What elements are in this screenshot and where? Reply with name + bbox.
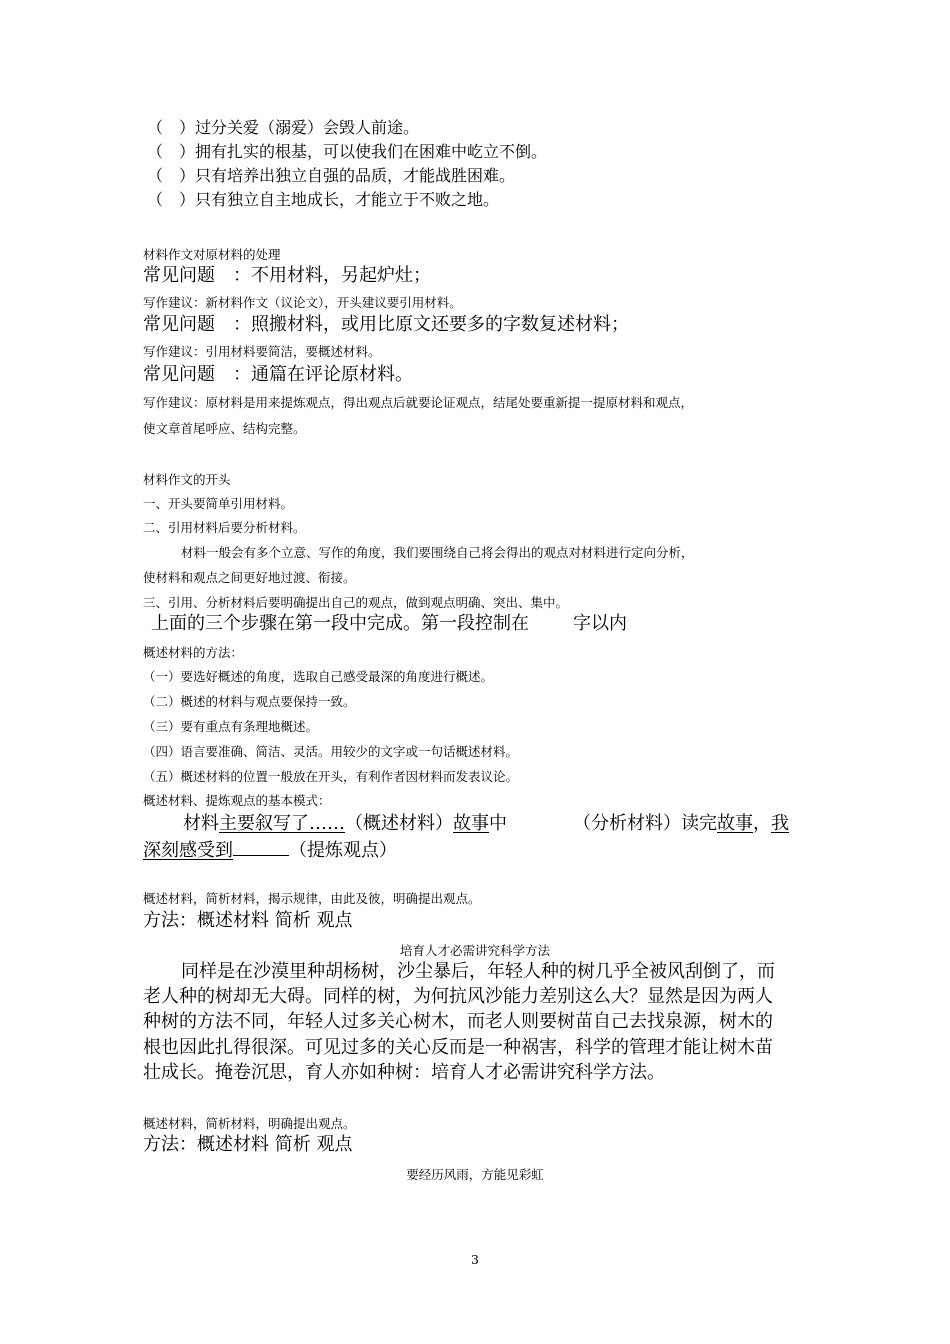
fill-blank	[233, 839, 289, 856]
pattern-underlined: 深刻感受到	[143, 840, 233, 861]
advice-line: 写作建议：新材料作文（议论文），开头建议要引用材料。	[143, 295, 462, 310]
example-title: 培育人才必需讲究科学方法	[399, 943, 550, 958]
pattern-text: （概述材料）	[345, 813, 453, 834]
example-para-line: 种树的方法不同，年轻人过多关心树木，而老人则要树苗自己去找泉源，树木的	[143, 1011, 773, 1032]
method-item: （四）语言要准确、简洁、灵活。用较少的文字或一句话概述材料。	[143, 744, 519, 759]
option-line: （ ）只有独立自主地成长，才能立于不败之地。	[147, 190, 500, 209]
pattern-text: 中	[489, 813, 507, 834]
advice-line: 写作建议：引用材料要简洁，要概述材料。	[143, 344, 381, 359]
summary-text: 上面的三个步骤在第一段中完成。第一段控制在	[151, 613, 529, 634]
problem-line: 常见问题 ：不用材料，另起炉灶；	[143, 265, 431, 286]
method-line: 方法：概述材料 简析 观点	[143, 1134, 353, 1155]
step-detail: 材料一般会有多个立意、写作的角度，我们要围绕自己将会得出的观点对材料进行定向分析，	[181, 545, 694, 560]
example-title: 要经历风雨，方能见彩虹	[406, 1167, 544, 1182]
summary-line	[151, 615, 627, 633]
method-item: （五）概述材料的位置一般放在开头，有利作者因材料而发表议论。	[143, 769, 519, 784]
advice-line-cont: 使文章首尾呼应、结构完整。	[143, 421, 306, 436]
method-item: （二）概述的材料与观点要保持一致。	[143, 694, 356, 709]
step-line: 一、开头要简单引用材料。	[143, 496, 294, 511]
pattern-underlined: 故事	[717, 813, 753, 834]
pattern-line-1	[183, 815, 789, 833]
problem-line: 常见问题 ：照搬材料，或用比原文还要多的字数复述材料；	[143, 314, 629, 335]
step-line: 二、引用材料后要分析材料。	[143, 520, 306, 535]
example-para-line: 壮成长。掩卷沉思，育人亦如种树：培育人才必需讲究科学方法。	[143, 1062, 665, 1083]
methods-title: 概述材料的方法：	[143, 645, 244, 660]
pattern-line-2	[143, 839, 397, 860]
page-number: 3	[471, 1252, 479, 1267]
option-line: （ ）过分关爱（溺爱）会毁人前途。	[147, 118, 420, 137]
method-item: （三）要有重点有条理地概述。	[143, 719, 319, 734]
summary-text: 字以内	[573, 613, 627, 634]
pattern-underlined: 主要叙写了……	[219, 813, 345, 834]
step-line: 三、引用、分析材料后要明确提出自己的观点，做到观点明确、突出、集中。	[143, 595, 569, 610]
advice-line: 写作建议：原材料是用来提炼观点，得出观点后就要论证观点，结尾处要重新提一提原材料和观点，	[143, 395, 694, 410]
example-note: 概述材料，简析材料，揭示规律，由此及彼，明确提出观点。	[143, 891, 481, 906]
section-title: 材料作文的开头	[143, 472, 231, 487]
section-title: 材料作文对原材料的处理	[143, 247, 281, 262]
pattern-underlined: 我	[771, 813, 789, 834]
pattern-text: （分析材料）读完	[573, 813, 717, 834]
method-item: （一）要选好概述的角度，选取自己感受最深的角度进行概述。	[143, 669, 494, 684]
option-line: （ ）拥有扎实的根基，可以使我们在困难中屹立不倒。	[147, 142, 548, 161]
example-para-line: 老人种的树却无大碍。同样的树，为何抗风沙能力差别这么大？显然是因为两人	[143, 986, 773, 1007]
pattern-text: 材料	[183, 813, 219, 834]
example-note: 概述材料，简析材料，明确提出观点。	[143, 1116, 356, 1131]
pattern-underlined: 故事	[453, 813, 489, 834]
problem-line: 常见问题 ：通篇在评论原材料。	[143, 364, 413, 385]
step-detail-cont: 使材料和观点之间更好地过渡、衔接。	[143, 570, 356, 585]
option-line: （ ）只有培养出独立自强的品质，才能战胜困难。	[147, 166, 516, 185]
pattern-title: 概述材料、提炼观点的基本模式：	[143, 793, 331, 808]
pattern-text: ，	[753, 813, 771, 834]
method-line: 方法：概述材料 简析 观点	[143, 910, 353, 931]
example-para-line: 根也因此扎得很深。可见过多的关心反而是一种祸害，科学的管理才能让树木苗	[143, 1037, 773, 1058]
example-para-line: 同样是在沙漠里种胡杨树，沙尘暴后，年轻人种的树几乎全被风刮倒了，而	[181, 961, 775, 982]
pattern-text: （提炼观点）	[289, 840, 397, 861]
